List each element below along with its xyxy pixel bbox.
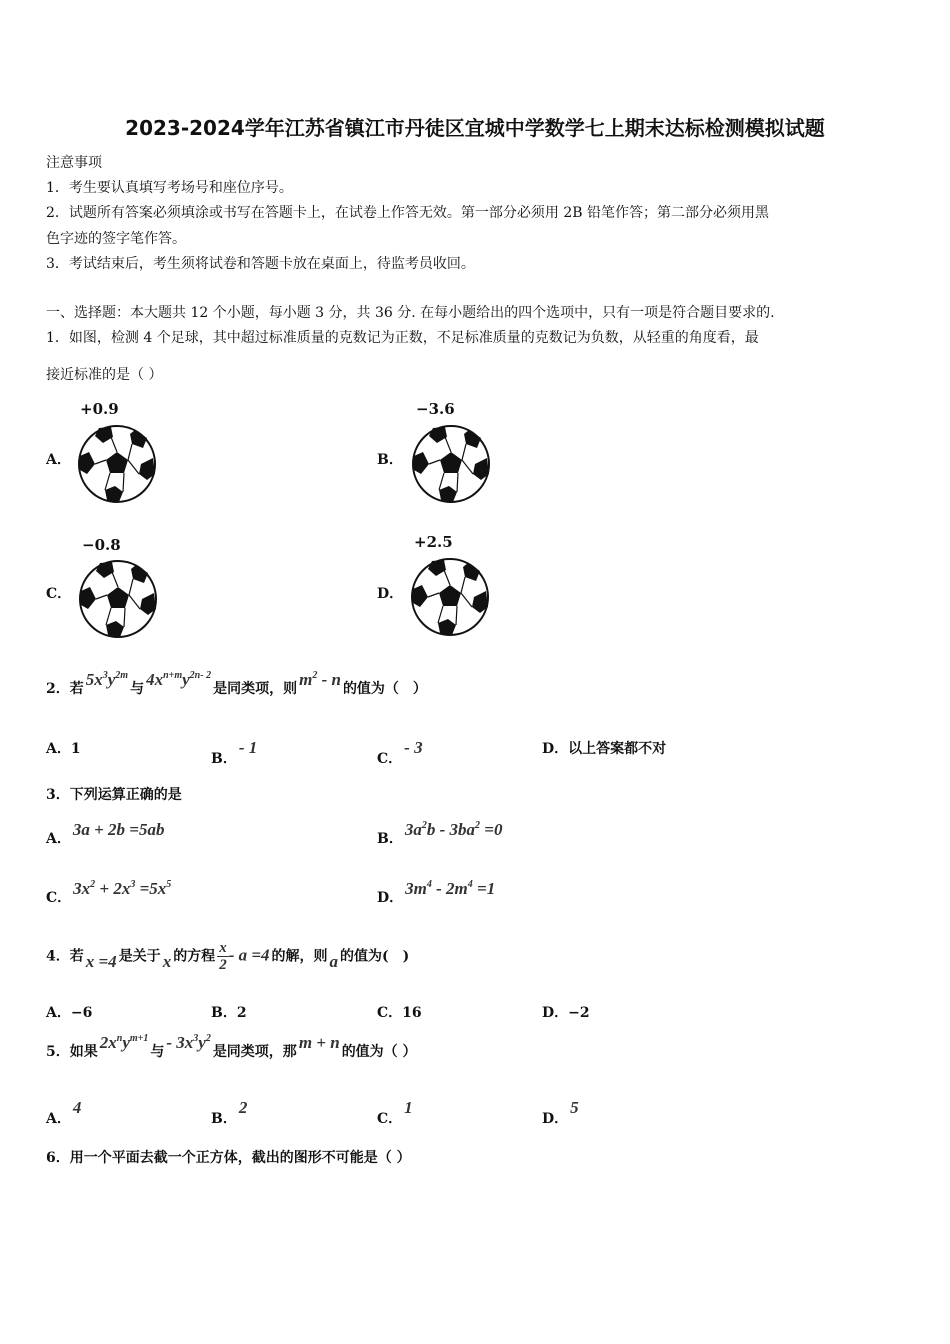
question-2: [46, 670, 427, 698]
option-c: C．- 3: [377, 738, 423, 767]
math-expr: 5: [570, 1098, 579, 1117]
notes-heading: 注意事项: [46, 155, 102, 171]
note-item: 2．试题所有答案必须填涂或书写在答题卡上，在试卷上作答无效。第一部分必须用 2B 铅笔作答；第二部分必须用黑: [46, 205, 769, 221]
option-c: C． $3x^2 + 2x^3 =5x^5$: [46, 879, 172, 906]
math-expr: - 3: [404, 738, 423, 757]
question-3: 3．下列运算正确的是: [46, 787, 182, 803]
q-text: 是同类项，则: [213, 681, 298, 697]
option-d: D． $3m^4 - 2m^4 =1$: [377, 879, 496, 906]
math-expr: $3a^2b - 3ba^2 =0$: [404, 820, 503, 839]
option-d: D．5: [542, 1098, 579, 1127]
math-expr: x: [162, 951, 172, 971]
math-expr: 4: [72, 1098, 82, 1117]
q-text: 的值为（ ）: [342, 681, 427, 697]
option-label: C．: [46, 586, 72, 602]
soccer-ball-icon: [411, 424, 491, 504]
page-title: 2023-2024学年江苏省镇江市丹徒区宜城中学数学七上期末达标检测模拟试题: [125, 116, 825, 140]
question-4: 4．若 x =4 是关于 x 的方程 $\frac{x}{2}$ - a =4 的解，则 a 的值为( ): [46, 940, 410, 973]
q-text: 与: [130, 681, 145, 697]
soccer-ball-icon: [77, 424, 157, 504]
math-expr: - $3x^3y^2$: [166, 1033, 211, 1052]
math-expr: $3m^4 - 2m^4 =1$: [405, 879, 496, 898]
soccer-ball-icon: [78, 559, 158, 639]
math-expr: $3x^2 + 2x^3 =5x^5$: [73, 879, 172, 898]
option-label: D．: [377, 586, 404, 602]
math-expr: $5x^3y^{2m}$: [85, 670, 129, 689]
math-expr: $m^2$ - n: [299, 670, 341, 689]
option-label: B．: [377, 452, 403, 468]
note-item: 1．考生要认真填写考场号和座位序号。: [46, 180, 293, 196]
option-d: D．以上答案都不对: [542, 741, 667, 757]
ball-value: +0.9: [80, 400, 119, 418]
math-expr: 3a + 2b =5ab: [72, 820, 165, 839]
fraction: $\frac{x}{2}$: [219, 940, 227, 973]
section-heading: 一、选择题：本大题共 12 个小题，每小题 3 分，共 36 分. 在每小题给出的四个选项中，只有一项是符合题目要求的.: [46, 305, 775, 321]
question-6: 6．用一个平面去截一个正方体，截出的图形不可能是（ ）: [46, 1150, 411, 1166]
option-b: B．2: [211, 1005, 247, 1021]
question-5: 5．如果 $2x^ny^{m+1}$与 - $3x^3y^2$是同类项，那 m + n 的值为（ ）: [46, 1033, 417, 1060]
math-expr: - 1: [238, 738, 258, 757]
option-b: B．2: [211, 1098, 248, 1127]
option-label: A．: [46, 452, 71, 468]
option-a: A． 3a + 2b =5ab: [46, 820, 165, 847]
math-expr: x =4: [85, 951, 117, 971]
option-d: D．−2: [542, 1005, 590, 1021]
option-c: C．1: [377, 1098, 413, 1127]
math-expr: $2x^ny^{m+1}$: [99, 1033, 149, 1052]
math-expr: m + n: [298, 1033, 340, 1052]
ball-value: −3.6: [416, 400, 455, 418]
option-c: C．16: [377, 1005, 422, 1021]
ball-value: −0.8: [82, 536, 121, 554]
note-item: 3．考试结束后，考生须将试卷和答题卡放在桌面上，待监考员收回。: [46, 256, 475, 272]
question-1-cont: 接近标准的是（ ）: [46, 367, 163, 383]
option-b: B． $3a^2b - 3ba^2 =0$: [377, 820, 503, 847]
math-expr: a: [329, 951, 339, 971]
math-expr: 2: [238, 1098, 248, 1117]
math-expr: $4x^{n+m}y^{2n- 2}$: [146, 670, 212, 689]
option-a: A．4: [46, 1098, 82, 1127]
math-expr: $\frac{x}{2}$ - a =4: [219, 940, 270, 973]
soccer-ball-icon: [410, 557, 490, 637]
option-a: A．−6: [46, 1005, 93, 1021]
math-expr: 1: [404, 1098, 413, 1117]
ball-value: +2.5: [414, 533, 453, 551]
note-item: 色字迹的签字笔作答。: [46, 231, 186, 247]
question-1: 1．如图，检测 4 个足球，其中超过标准质量的克数记为正数，不足标准质量的克数记为负数，从轻重的角度看，最: [46, 330, 759, 346]
q-text: 2．若: [46, 681, 84, 697]
option-a: A．1: [46, 741, 81, 757]
option-b: B．- 1: [211, 738, 258, 767]
